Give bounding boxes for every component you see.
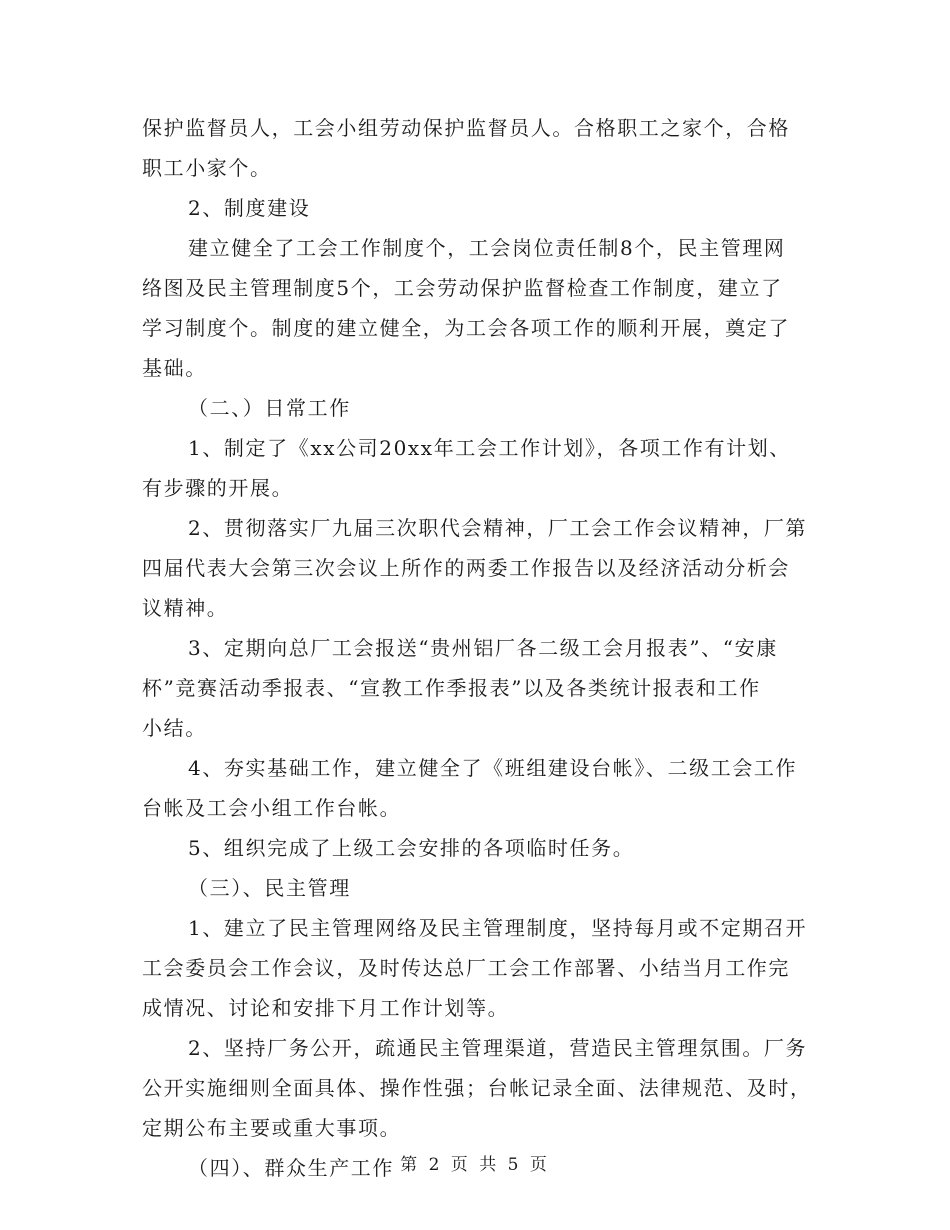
section-heading: 2、制度建设 (188, 196, 311, 220)
text-line: 建立健全了工会工作制度个，工会岗位责任制8个，民主管理网 (188, 236, 786, 260)
text-line: 四届代表大会第三次会议上所作的两委工作报告以及经济活动分析会 (142, 556, 790, 580)
text-line: 3、定期向总厂工会报送“贵州铝厂各二级工会月报表”、“安康 (188, 636, 778, 660)
text-line: 成情况、讨论和安排下月工作计划等。 (142, 996, 510, 1020)
section-heading: （四）、群众生产工作 (188, 1156, 394, 1180)
text-line: 保护监督员人，工会小组劳动保护监督员人。合格职工之家个，合格 (142, 116, 790, 140)
text-line: 1、建立了民主管理网络及民主管理制度，坚持每月或不定期召开 (188, 916, 808, 940)
text-line: 5、组织完成了上级工会安排的各项临时任务。 (188, 836, 635, 860)
text-line: 2、坚持厂务公开，疏通民主管理渠道，营造民主管理氛围。厂务 (188, 1036, 808, 1060)
page-number-footer: 第 2 页 共 5 页 (400, 1155, 550, 1175)
text-line: 议精神。 (142, 596, 229, 620)
text-line: 1、制定了《xx公司20xx年工会工作计划》，各项工作有计划、 (188, 436, 791, 460)
text-line: 公开实施细则全面具体、操作性强；台帐记录全面、法律规范、及时， (142, 1076, 812, 1100)
text-line: 络图及民主管理制度5个，工会劳动保护监督检查工作制度，建立了 (142, 276, 783, 300)
text-line: 有步骤的开展。 (142, 476, 294, 500)
text-line: 学习制度个。制度的建立健全，为工会各项工作的顺利开展，奠定了 (142, 316, 790, 340)
text-line: 2、贯彻落实厂九届三次职代会精神，厂工会工作会议精神，厂第 (188, 516, 808, 540)
section-heading: （二、）日常工作 (188, 396, 351, 420)
section-heading: （三）、民主管理 (188, 876, 351, 900)
text-line: 杯”竞赛活动季报表、“宣教工作季报表”以及各类统计报表和工作 (142, 676, 761, 700)
text-line: 工会委员会工作会议，及时传达总厂工会工作部署、小结当月工作完 (142, 956, 790, 980)
text-line: 基础。 (142, 356, 207, 380)
text-line: 台帐及工会小组工作台帐。 (142, 796, 402, 820)
text-line: 4、夯实基础工作，建立健全了《班组建设台帐》、二级工会工作 (188, 756, 798, 780)
text-line: 小结。 (142, 716, 207, 740)
text-line: 职工小家个。 (142, 156, 272, 180)
text-line: 定期公布主要或重大事项。 (142, 1116, 402, 1140)
body-text (142, 108, 810, 1188)
